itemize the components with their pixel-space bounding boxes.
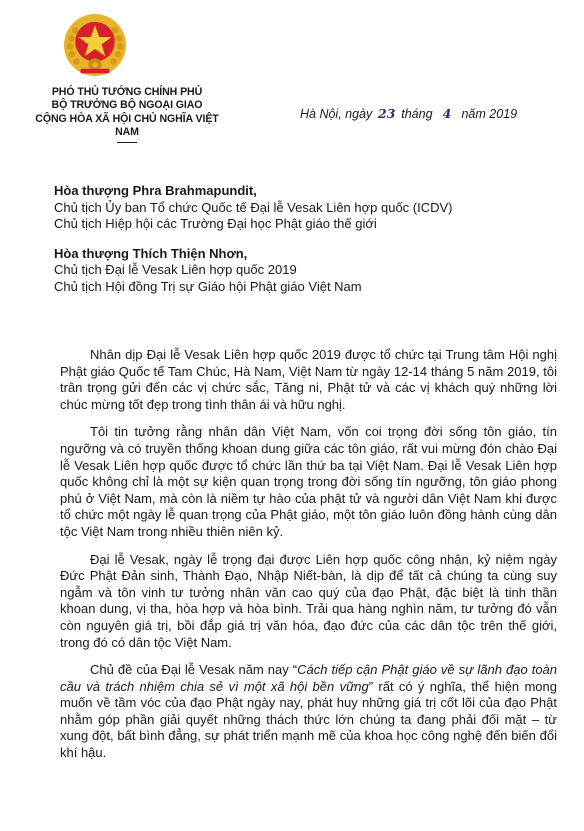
dateline-month-label: tháng bbox=[401, 107, 433, 121]
vesak-theme-title: Cách tiếp cận Phật giáo về sự lãnh đạo toàn cầu và trách nhiệm chia sẻ vì một xã hội bền vững bbox=[60, 662, 558, 694]
dateline-prefix: Hà Nội, ngày bbox=[300, 107, 373, 121]
letter-body bbox=[60, 347, 557, 773]
dateline bbox=[300, 106, 517, 121]
org-line: BỘ TRƯỞNG BỘ NGOẠI GIAO bbox=[51, 99, 203, 112]
body-paragraph: Đại lễ Vesak, ngày lễ trọng đại được Liên hợp quốc công nhận, kỷ niệm ngày Đức Phật Đản sinh, Thành Đạo, Nhập Niết-bàn, là dịp để tất cả chúng ta cùng suy ngẫm và tôn vinh tư tưởng nhân văn cao quý của đạo Phật, đặc biệt là tinh thần khoan dung, vị tha, hòa hợp và hòa bình. Trải qua hàng nghìn năm, tư tưởng đó vẫn còn nguyên giá trị, bồi đắp giá trị văn hóa, đạo đức của các dân tộc trên thế giới, trong đó có dân tộc Việt Nam. bbox=[60, 551, 557, 650]
body-paragraph bbox=[60, 662, 557, 762]
recipient-title: Chủ tịch Hội đồng Trị sự Giáo hội Phật giáo Việt Nam bbox=[54, 278, 362, 294]
org-line: PHÓ THỦ TƯỚNG CHÍNH PHỦ bbox=[51, 86, 203, 98]
dateline-month: 4 bbox=[442, 106, 452, 121]
body-paragraph: Tôi tin tưởng rằng nhân dân Việt Nam, vốn coi trọng đời sống tôn giáo, tín ngưỡng và có truyền thống khoan dung giữa các tôn giáo, rất vui mừng đón chào Đại lễ Vesak Liên hợp quốc được tổ chức lần thứ ba tại Việt Nam. Đại lễ Vesak Liên hợp quốc không chỉ là một sự kiện quan trọng trong đời sống tín ngưỡng, tôn giáo phong phú ở Việt Nam, mà còn là niềm tự hào của phật tử và người dân Việt Nam khi được tổ chức một ngày lễ quan trọng của Phật giáo, một tôn giáo luôn đồng hành cùng dân tộc Việt Nam trong nhiều thiên niên kỷ. bbox=[60, 424, 557, 539]
issuing-office-block bbox=[22, 86, 232, 143]
theme-quote-rest: ” rất có ý nghĩa, thể hiện mong muốn về tầm vóc của đạo Phật ngày nay, phát huy những giá trị cốt lõi của đạo Phật nhằm góp phần giải quyết những thách thức lớn chúng ta đang phải đối mặt – từ xung đột, bất bình đẳng, sự phát triển mạnh mẽ của khoa học công nghệ đến biến đổi khí hậu. bbox=[60, 678, 557, 761]
vietnam-national-emblem-icon bbox=[62, 12, 128, 78]
recipient-title: Chủ tịch Hiệp hội các Trường Đại học Phật giáo thế giới bbox=[54, 216, 377, 232]
recipient-name: Hòa thượng Phra Brahmapundit, bbox=[54, 183, 257, 198]
theme-quote-open: Chủ đề của Đại lễ Vesak năm nay “ bbox=[90, 662, 298, 678]
dateline-year: năm 2019 bbox=[461, 107, 518, 121]
org-line: CỘNG HÒA XÃ HỘI CHỦ NGHĨA VIỆT NAM bbox=[35, 112, 219, 138]
recipient-name: Hòa thượng Thích Thiện Nhơn, bbox=[54, 245, 248, 261]
recipient-block bbox=[54, 183, 564, 233]
recipient-title: Chủ tịch Ủy ban Tổ chức Quốc tế Đại lễ Vesak Liên hợp quốc (ICDV) bbox=[54, 199, 453, 215]
header-divider bbox=[117, 142, 137, 143]
recipient-title: Chủ tịch Đại lễ Vesak Liên hợp quốc 2019 bbox=[54, 262, 297, 278]
body-paragraph: Nhân dịp Đại lễ Vesak Liên hợp quốc 2019 được tổ chức tại Trung tâm Hội nghị Phật giáo Quốc tế Tam Chúc, Hà Nam, Việt Nam từ ngày 12-14 tháng 5 năm 2019, tôi trân trọng gửi đến các vị chức sắc, Tăng ni, Phật tử và các vị khách quý những lời chúc mừng tốt đẹp trong tình thân ái và hữu nghị. bbox=[60, 347, 557, 412]
recipient-block bbox=[54, 246, 564, 296]
recipients bbox=[54, 183, 564, 309]
dateline-day: 23 bbox=[378, 106, 396, 121]
